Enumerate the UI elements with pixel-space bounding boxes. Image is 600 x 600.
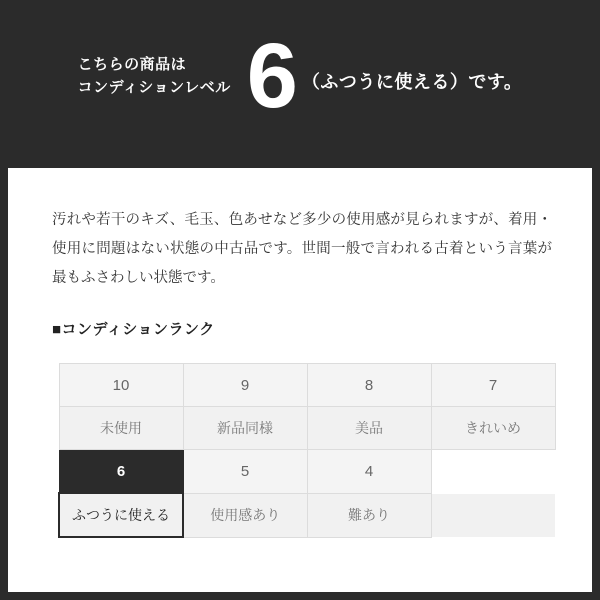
condition-level-number: 6 [246, 24, 296, 127]
rank-cell-label-10: 未使用 [59, 407, 183, 450]
rank-cell-number-7: 7 [431, 364, 555, 407]
rank-cell-label-8: 美品 [307, 407, 431, 450]
rank-cell-number-6-selected: 6 [59, 450, 183, 494]
table-row [59, 493, 555, 537]
header-band [0, 0, 600, 160]
rank-cell-number-9: 9 [183, 364, 307, 407]
table-row [59, 450, 555, 494]
rank-cell-number-5: 5 [183, 450, 307, 494]
table-row [59, 407, 555, 450]
rank-section-title: ■コンディションランク [52, 321, 215, 338]
content-card [8, 168, 592, 592]
rank-cell-empty-top [431, 450, 555, 494]
rank-cell-number-4: 4 [307, 450, 431, 494]
header-lead-line1: こちらの商品は [77, 55, 187, 73]
condition-rank-table [58, 363, 556, 538]
header-tail-text: （ふつうに使える）です。 [301, 71, 523, 92]
header-lead-text [78, 53, 231, 100]
table-row [59, 364, 555, 407]
rank-cell-label-7: きれいめ [431, 407, 555, 450]
rank-cell-label-4: 難あり [307, 493, 431, 537]
condition-description: 汚れや若干のキズ、毛玉、色あせなど多少の使用感が見られますが、着用・使用に問題はない状態の中古品です。世間一般で言われる古着という言葉が最もふさわしい状態です。 [52, 212, 552, 286]
rank-cell-empty-bottom [431, 493, 555, 537]
header-lead-line2: コンディションレベル [77, 78, 231, 96]
rank-cell-label-5: 使用感あり [183, 493, 307, 537]
rank-cell-label-9: 新品同様 [183, 407, 307, 450]
header-content [77, 24, 523, 127]
rank-cell-label-6-selected: ふつうに使える [59, 493, 183, 537]
rank-cell-number-10: 10 [59, 364, 183, 407]
rank-cell-number-8: 8 [307, 364, 431, 407]
